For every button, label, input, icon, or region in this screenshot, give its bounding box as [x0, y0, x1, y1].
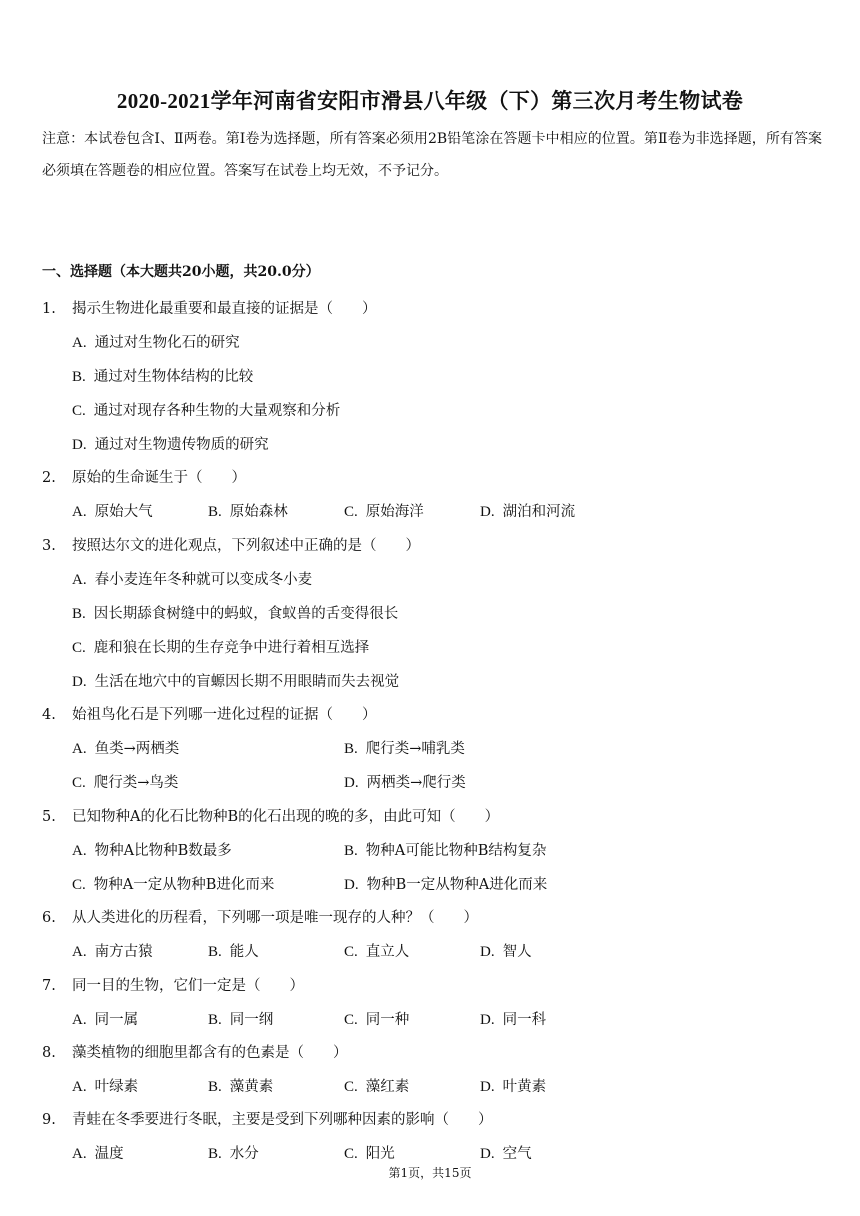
option-text: 因长期舔食树缝中的蚂蚁，食蚁兽的舌变得很长	[93, 606, 399, 622]
option-text: 物种A比物种B数最多	[94, 843, 232, 859]
question-stem: 同一目的生物，它们一定是（ ）	[72, 978, 304, 994]
option-text: 原始大气	[94, 504, 153, 520]
option-letter: A.	[72, 504, 87, 520]
question-number: 5.	[42, 809, 56, 825]
option-letter: A.	[72, 741, 87, 757]
option-2a	[72, 500, 153, 521]
option-6d	[480, 940, 532, 961]
option-letter: A.	[72, 944, 87, 960]
option-8a	[72, 1075, 138, 1096]
option-letter: B.	[208, 1012, 222, 1028]
option-letter: C.	[72, 775, 86, 791]
question-2	[42, 466, 246, 487]
page-footer: 第1页，共15页	[388, 1166, 472, 1180]
question-3	[42, 534, 420, 555]
option-1c	[72, 399, 340, 420]
option-letter: A.	[72, 1012, 87, 1028]
option-text: 春小麦连年冬种就可以变成冬小麦	[94, 572, 313, 588]
question-number: 3.	[42, 538, 56, 554]
option-letter: D.	[480, 1012, 495, 1028]
exam-notice: 注意：本试卷包含Ⅰ、Ⅱ两卷。第Ⅰ卷为选择题，所有答案必须用2B铅笔涂在答题卡中相应的位置。第Ⅱ卷为非选择题，所有答案必须填在答题卷的相应位置。答案写在试卷上均无效，不予记分。	[42, 131, 822, 179]
option-text: 智人	[502, 944, 532, 960]
option-text: 叶黄素	[502, 1079, 547, 1095]
question-7	[42, 974, 304, 995]
question-number: 8.	[42, 1045, 56, 1061]
option-1a	[72, 331, 240, 352]
option-7c	[344, 1008, 409, 1029]
option-letter: C.	[72, 640, 86, 656]
option-9a	[72, 1142, 124, 1163]
option-text: 直立人	[365, 944, 410, 960]
option-7b	[208, 1008, 273, 1029]
option-letter: D.	[72, 674, 87, 690]
option-6a	[72, 940, 153, 961]
option-text: 两栖类→爬行类	[366, 775, 466, 791]
option-text: 同一科	[502, 1012, 547, 1028]
question-stem: 从人类进化的历程看，下列哪一项是唯一现存的人种？（ ）	[72, 910, 478, 926]
option-text: 同一纲	[229, 1012, 274, 1028]
option-letter: C.	[344, 504, 358, 520]
option-letter: B.	[208, 944, 222, 960]
option-4a	[72, 737, 179, 758]
option-4d	[344, 771, 466, 792]
option-letter: B.	[72, 369, 86, 385]
option-4b	[344, 737, 465, 758]
question-4	[42, 703, 377, 724]
option-letter: D.	[72, 437, 87, 453]
question-number: 1.	[42, 301, 56, 317]
option-letter: A.	[72, 1079, 87, 1095]
option-text: 南方古猿	[94, 944, 153, 960]
option-letter: B.	[344, 843, 358, 859]
option-1d	[72, 433, 269, 454]
option-text: 物种A可能比物种B结构复杂	[365, 843, 547, 859]
option-7d	[480, 1008, 546, 1029]
option-text: 原始森林	[229, 504, 288, 520]
option-6b	[208, 940, 259, 961]
option-letter: A.	[72, 572, 87, 588]
option-text: 物种A一定从物种B进化而来	[93, 877, 275, 893]
question-stem: 始祖鸟化石是下列哪一进化过程的证据（ ）	[72, 707, 377, 723]
option-5b	[344, 839, 546, 860]
question-1	[42, 297, 377, 318]
option-3a	[72, 568, 312, 589]
option-letter: C.	[344, 1079, 358, 1095]
option-letter: B.	[208, 1079, 222, 1095]
question-number: 6.	[42, 910, 56, 926]
question-stem: 已知物种A的化石比物种B的化石出现的晚的多，由此可知（ ）	[72, 809, 500, 825]
option-letter: D.	[480, 1146, 495, 1162]
option-text: 空气	[502, 1146, 532, 1162]
option-5a	[72, 839, 232, 860]
option-8b	[208, 1075, 273, 1096]
option-letter: A.	[72, 843, 87, 859]
question-stem: 藻类植物的细胞里都含有的色素是（ ）	[72, 1045, 348, 1061]
question-8	[42, 1041, 348, 1062]
option-9b	[208, 1142, 259, 1163]
option-text: 生活在地穴中的盲螈因长期不用眼睛而失去视觉	[94, 674, 400, 690]
option-letter: C.	[344, 1012, 358, 1028]
option-2b	[208, 500, 288, 521]
option-letter: C.	[72, 877, 86, 893]
question-5	[42, 805, 499, 826]
option-letter: B.	[208, 1146, 222, 1162]
question-6	[42, 906, 478, 927]
section-header: 一、选择题（本大题共20小题，共20.0分）	[42, 264, 320, 280]
option-9c	[344, 1142, 395, 1163]
option-letter: C.	[344, 944, 358, 960]
option-letter: D.	[480, 504, 495, 520]
option-letter: D.	[344, 877, 359, 893]
option-text: 物种B一定从物种A进化而来	[366, 877, 548, 893]
option-3c	[72, 636, 369, 657]
option-letter: D.	[344, 775, 359, 791]
option-text: 叶绿素	[94, 1079, 139, 1095]
question-number: 7.	[42, 978, 56, 994]
option-text: 通过对现存各种生物的大量观察和分析	[93, 403, 341, 419]
option-text: 通过对生物遗传物质的研究	[94, 437, 269, 453]
option-text: 能人	[229, 944, 259, 960]
option-9d	[480, 1142, 532, 1163]
option-4c	[72, 771, 178, 792]
option-letter: D.	[480, 1079, 495, 1095]
option-2c	[344, 500, 424, 521]
option-text: 通过对生物化石的研究	[94, 335, 240, 351]
option-3d	[72, 670, 399, 691]
option-text: 藻黄素	[229, 1079, 274, 1095]
option-8c	[344, 1075, 409, 1096]
option-text: 湖泊和河流	[502, 504, 576, 520]
option-text: 同一属	[94, 1012, 139, 1028]
option-1b	[72, 365, 253, 386]
question-stem: 按照达尔文的进化观点，下列叙述中正确的是（ ）	[72, 538, 420, 554]
option-letter: B.	[344, 741, 358, 757]
option-text: 原始海洋	[365, 504, 424, 520]
option-text: 鹿和狼在长期的生存竞争中进行着相互选择	[93, 640, 370, 656]
question-stem: 揭示生物进化最重要和最直接的证据是（ ）	[72, 301, 377, 317]
option-5c	[72, 873, 274, 894]
option-text: 爬行类→鸟类	[93, 775, 179, 791]
exam-title: 2020-2021学年河南省安阳市滑县八年级（下）第三次月考生物试卷	[116, 89, 744, 113]
option-6c	[344, 940, 409, 961]
option-text: 阳光	[365, 1146, 395, 1162]
question-number: 2.	[42, 470, 56, 486]
option-letter: C.	[344, 1146, 358, 1162]
option-letter: A.	[72, 1146, 87, 1162]
option-letter: B.	[72, 606, 86, 622]
option-text: 爬行类→哺乳类	[365, 741, 465, 757]
option-text: 同一种	[365, 1012, 410, 1028]
option-letter: D.	[480, 944, 495, 960]
question-stem: 青蛙在冬季要进行冬眠，主要是受到下列哪种因素的影响（ ）	[72, 1112, 493, 1128]
option-text: 通过对生物体结构的比较	[93, 369, 254, 385]
option-text: 鱼类→两栖类	[94, 741, 180, 757]
option-3b	[72, 602, 398, 623]
option-letter: B.	[208, 504, 222, 520]
question-number: 9.	[42, 1112, 56, 1128]
option-letter: C.	[72, 403, 86, 419]
option-8d	[480, 1075, 546, 1096]
option-2d	[480, 500, 575, 521]
question-stem: 原始的生命诞生于（ ）	[72, 470, 246, 486]
option-text: 水分	[229, 1146, 259, 1162]
option-text: 藻红素	[365, 1079, 410, 1095]
option-text: 温度	[94, 1146, 124, 1162]
option-5d	[344, 873, 547, 894]
question-number: 4.	[42, 707, 56, 723]
question-9	[42, 1108, 493, 1129]
option-7a	[72, 1008, 138, 1029]
option-letter: A.	[72, 335, 87, 351]
